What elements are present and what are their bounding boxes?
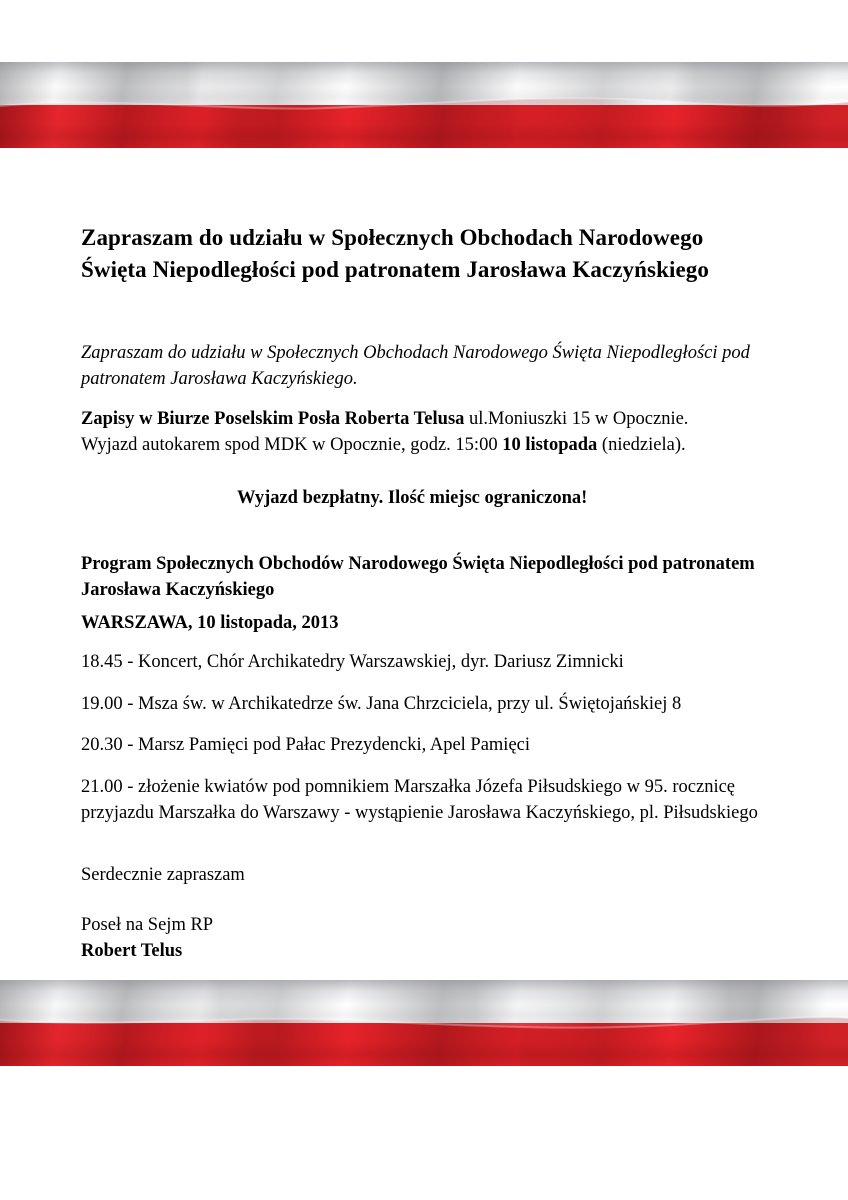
polish-flag-banner-bottom xyxy=(0,980,848,1066)
departure-date-bold: 10 listopada xyxy=(502,435,598,456)
signup-address: ul.Moniuszki 15 w Opocznie. xyxy=(464,408,689,429)
flag-stripe-white xyxy=(0,980,848,1023)
signup-details xyxy=(81,393,767,460)
list-item: 18.45 - Koncert, Chór Archikatedry Warszawskiej, dyr. Dariusz Zimnicki xyxy=(81,651,624,672)
list-item: 19.00 - Msza św. w Archikatedrze św. Jana Chrzciciela, przy ul. Świętojańskiej 8 xyxy=(81,693,682,714)
signature-role: Poseł na Sejm RP xyxy=(81,915,214,936)
signup-office-bold: Zapisy w Biurze Poselskim Posła Roberta Telusa xyxy=(81,408,465,429)
polish-flag-banner-top xyxy=(0,62,848,148)
signature-block xyxy=(81,886,767,965)
program-schedule-list xyxy=(81,634,767,827)
signature-name: Robert Telus xyxy=(81,941,183,962)
departure-post: (niedziela). xyxy=(597,435,686,456)
flag-stripe-red xyxy=(0,1023,848,1066)
free-trip-notice: Wyjazd bezpłatny. Ilość miejsc ograniczona! xyxy=(237,488,588,509)
flag-stripe-white xyxy=(0,62,848,105)
program-heading: Program Społecznych Obchodów Narodowego Święta Niepodległości pod patronatem Jarosława Kaczyńskiego xyxy=(81,554,755,601)
list-item: 21.00 - złożenie kwiatów pod pomnikiem Marszałka Józefa Piłsudskiego w 95. rocznicę przyjazdu Marszałka do Warszawy - wystąpienie Jarosława Kaczyńskiego, pl. Piłsudskiego xyxy=(81,777,758,824)
page-title: Zapraszam do udziału w Społecznych Obchodach Narodowego Święta Niepodległości pod patronatem Jarosława Kaczyńskiego xyxy=(81,225,709,282)
list-item: 20.30 - Marsz Pamięci pod Pałac Prezydencki, Apel Pamięci xyxy=(81,735,531,756)
flag-stripe-red xyxy=(0,105,848,148)
program-city-date: WARSZAWA, 10 listopada, 2013 xyxy=(81,612,339,633)
closing-line: Serdecznie zapraszam xyxy=(81,865,245,886)
departure-pre: Wyjazd autokarem spod MDK w Opocznie, godz. 15:00 xyxy=(81,435,503,456)
document-body xyxy=(81,222,767,965)
intro-paragraph: Zapraszam do udziału w Społecznych Obchodach Narodowego Święta Niepodległości pod patronatem Jarosława Kaczyńskiego. xyxy=(81,343,750,389)
